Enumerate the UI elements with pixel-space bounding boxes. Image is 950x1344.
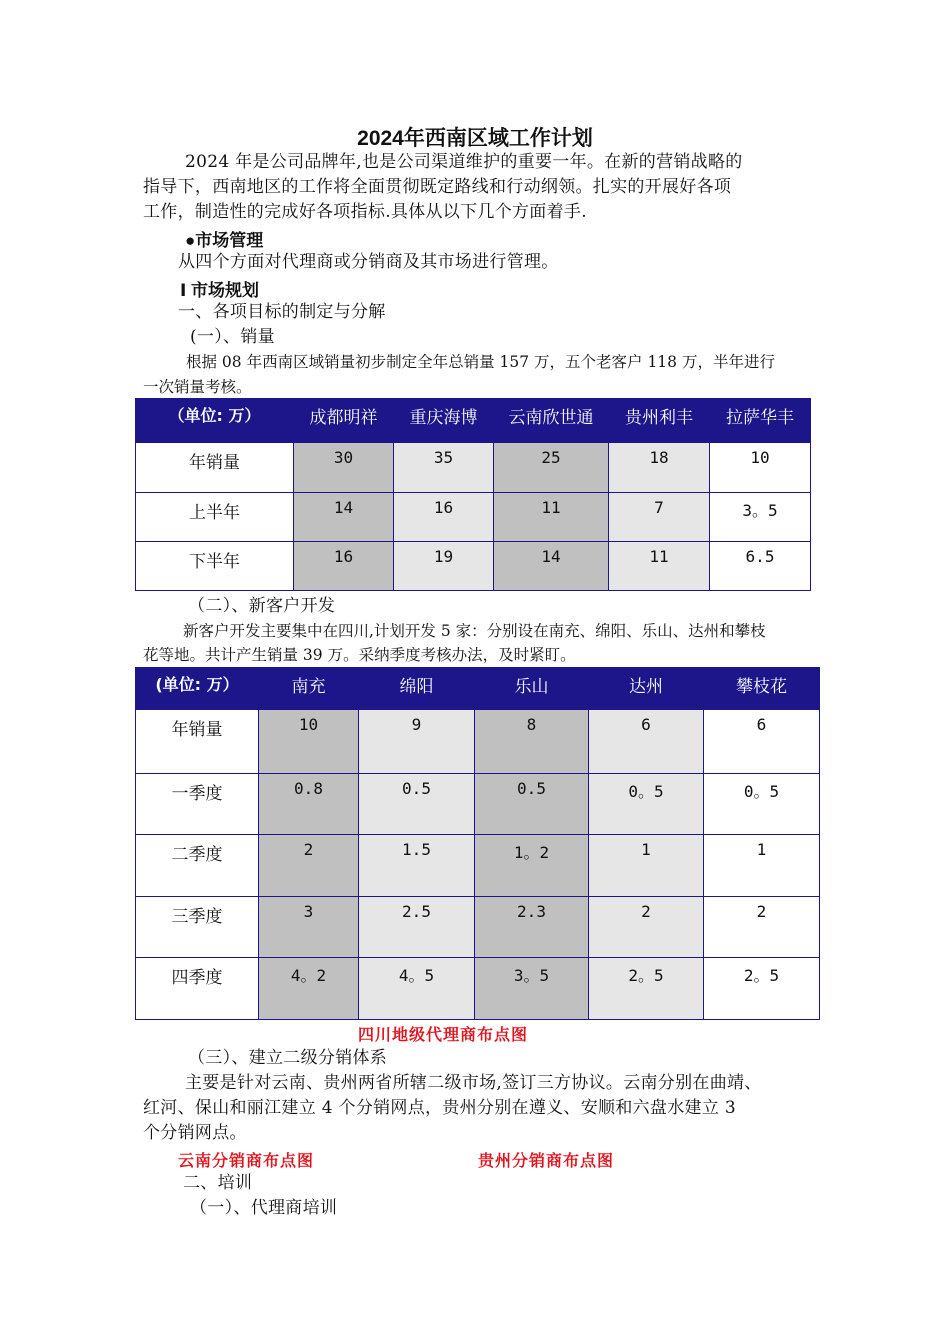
page-title: 2024年西南区域工作计划 (357, 127, 593, 150)
yunnan-map-caption: 云南分销商布点图 (178, 1151, 315, 1170)
table-cell: 4。2 (259, 958, 359, 1020)
intro-line-2: 指导下，西南地区的工作将全面贯彻既定路线和行动纲领。扎实的开展好各项 (143, 177, 732, 197)
table-cell: 35 (394, 443, 494, 493)
column-header: 绵阳 (359, 668, 475, 710)
table-row (136, 958, 820, 1020)
table-cell: 2 (259, 835, 359, 897)
table-cell: 1 (704, 835, 820, 897)
table-cell: 11 (494, 493, 609, 542)
table-cell: 0。5 (704, 774, 820, 835)
table-cell: 7 (609, 493, 710, 542)
tier2-desc-line-3: 个分销网点。 (143, 1123, 247, 1143)
table-row (136, 774, 820, 835)
table-cell: 6 (589, 710, 704, 774)
intro-line-3: 工作，制造性的完成好各项指标.具体从以下几个方面着手. (143, 202, 587, 222)
column-header: 达州 (589, 668, 704, 710)
row-label: 四季度 (136, 958, 259, 1020)
column-header: 拉萨华丰 (710, 399, 811, 443)
sales-desc-line-1: 根据 08 年西南区域销量初步制定全年总销量 157 万，五个老客户 118 万，半年进行 (186, 353, 775, 371)
table-cell: 14 (294, 493, 394, 542)
row-label: 年销量 (136, 443, 294, 493)
sichuan-map-caption: 四川地级代理商布点图 (358, 1025, 529, 1044)
tier2-heading: （三）、建立二级分销体系 (188, 1048, 388, 1068)
new-clients-desc-line-2: 花等地。共计产生销量 39 万。采纳季度考核办法，及时紧盯。 (143, 646, 576, 664)
subsection-sales: (一）、销量 (190, 327, 275, 347)
training-heading: 二、培训 (183, 1173, 253, 1193)
table-cell: 2.3 (475, 897, 589, 958)
table-cell: 6 (704, 710, 820, 774)
market-management-heading: ●市场管理 (185, 231, 264, 250)
column-header: 攀枝花 (704, 668, 820, 710)
row-label: 一季度 (136, 774, 259, 835)
column-header: 云南欣世通 (494, 399, 609, 443)
sales-desc-line-2: 一次销量考核。 (143, 378, 252, 396)
row-label: 下半年 (136, 542, 294, 591)
table-cell: 6.5 (710, 542, 811, 591)
new-clients-desc-line-1: 新客户开发主要集中在四川,计划开发 5 家：分别设在南充、绵阳、乐山、达州和攀枝 (183, 622, 766, 640)
table-cell: 0.8 (259, 774, 359, 835)
section-market-planning: Ⅰ 市场规划 (180, 281, 260, 300)
table-cell: 3 (259, 897, 359, 958)
column-header: 重庆海博 (394, 399, 494, 443)
table-cell: 4。5 (359, 958, 475, 1020)
table-cell: 1.5 (359, 835, 475, 897)
unit-header: （单位: 万） (136, 399, 294, 443)
table-cell: 0.5 (359, 774, 475, 835)
table-cell: 1 (589, 835, 704, 897)
column-header: 成都明祥 (294, 399, 394, 443)
table-row (136, 493, 811, 542)
agent-training-heading: （一）、代理商培训 (190, 1198, 338, 1218)
new-clients-table (135, 667, 820, 1020)
column-header: 南充 (259, 668, 359, 710)
guizhou-map-caption: 贵州分销商布点图 (478, 1151, 615, 1170)
table-cell: 10 (710, 443, 811, 493)
intro-line-1: 2024 年是公司品牌年,也是公司渠道维护的重要一年。在新的营销战略的 (185, 152, 743, 172)
table-row (136, 897, 820, 958)
table-cell: 2 (589, 897, 704, 958)
table-cell: 3。5 (710, 493, 811, 542)
table-cell: 11 (609, 542, 710, 591)
table-header-row (136, 668, 820, 710)
table-cell: 1。2 (475, 835, 589, 897)
table-header-row (136, 399, 811, 443)
table-cell: 0。5 (589, 774, 704, 835)
row-label: 年销量 (136, 710, 259, 774)
row-label: 二季度 (136, 835, 259, 897)
table-row (136, 835, 820, 897)
column-header: 乐山 (475, 668, 589, 710)
unit-header: (单位: 万） (136, 668, 259, 710)
table-cell: 16 (294, 542, 394, 591)
table-row (136, 710, 820, 774)
new-clients-heading: （二）、新客户开发 (188, 596, 336, 616)
table-cell: 8 (475, 710, 589, 774)
table-cell: 14 (494, 542, 609, 591)
table-cell: 18 (609, 443, 710, 493)
row-label: 三季度 (136, 897, 259, 958)
subsection-targets: 一、各项目标的制定与分解 (178, 302, 386, 322)
table-cell: 2.5 (359, 897, 475, 958)
table-cell: 2。5 (589, 958, 704, 1020)
tier2-desc-line-2: 红河、保山和丽江建立 4 个分销网点，贵州分别在遵义、安顺和六盘水建立 3 (143, 1098, 736, 1118)
market-management-desc: 从四个方面对代理商或分销商及其市场进行管理。 (178, 252, 559, 272)
table-cell: 30 (294, 443, 394, 493)
tier2-desc-line-1: 主要是针对云南、贵州两省所辖二级市场,签订三方协议。云南分别在曲靖、 (185, 1073, 762, 1093)
table-cell: 2。5 (704, 958, 820, 1020)
table-cell: 3。5 (475, 958, 589, 1020)
table-cell: 19 (394, 542, 494, 591)
table-cell: 10 (259, 710, 359, 774)
table-row (136, 443, 811, 493)
row-label: 上半年 (136, 493, 294, 542)
table-cell: 9 (359, 710, 475, 774)
table-cell: 2 (704, 897, 820, 958)
table-cell: 0.5 (475, 774, 589, 835)
table-cell: 25 (494, 443, 609, 493)
table-cell: 16 (394, 493, 494, 542)
column-header: 贵州利丰 (609, 399, 710, 443)
sales-target-table (135, 398, 811, 591)
table-row (136, 542, 811, 591)
